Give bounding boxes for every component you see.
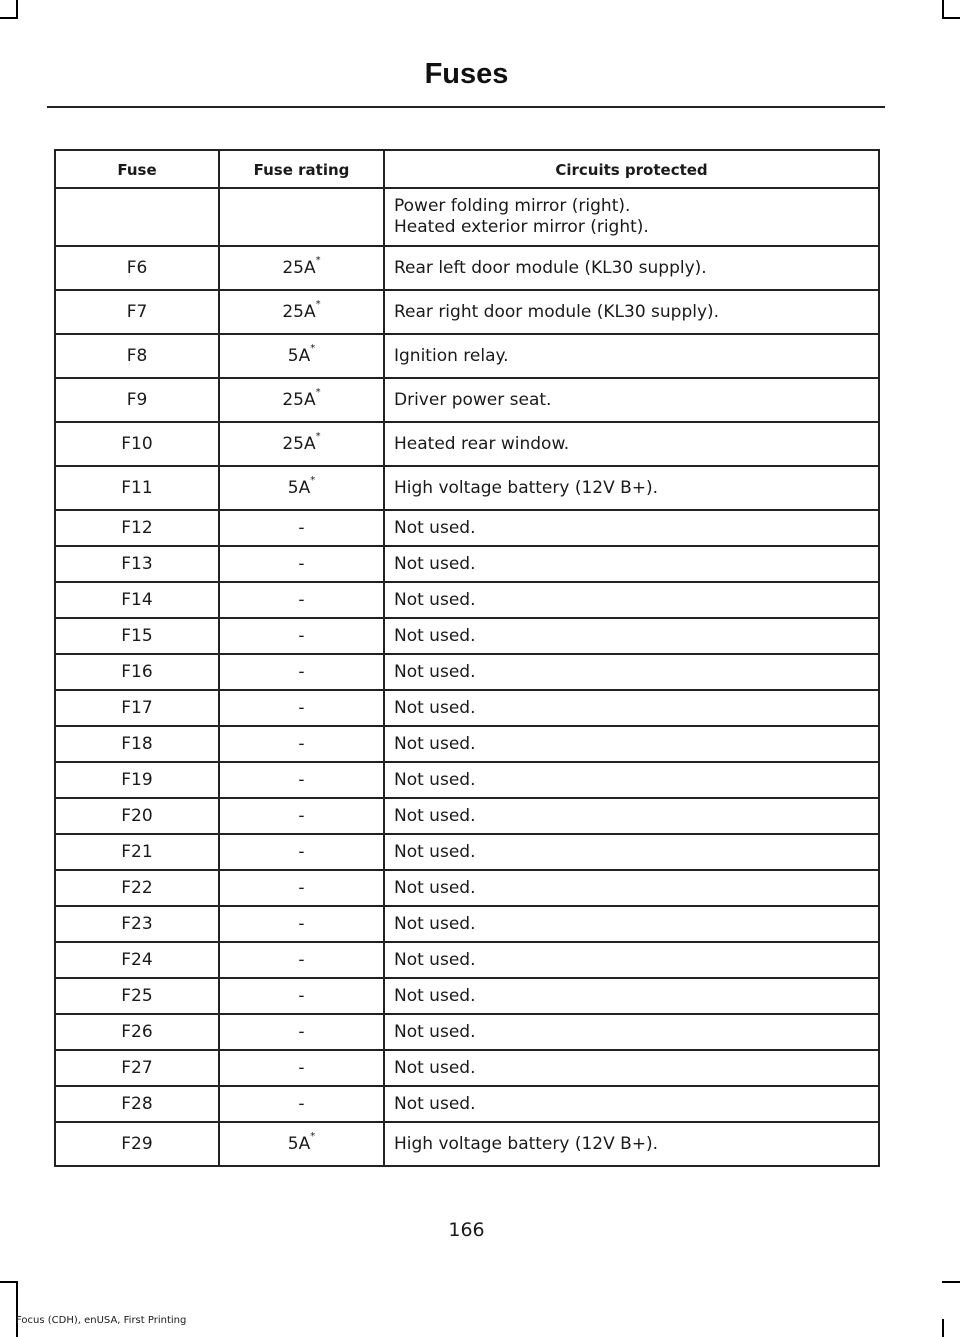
table-row [55,798,879,834]
circuit-description: Heated exterior mirror (right). [394,217,649,237]
table-row [55,618,879,654]
fuse-id-cell [55,188,219,246]
fuse-id-cell: F8 [55,334,219,378]
fuse-rating-cell [219,942,384,978]
circuits-protected-cell [384,1122,879,1166]
fuse-rating-value: - [298,518,305,538]
circuit-description: Not used. [394,661,476,682]
circuits-protected-cell [384,246,879,290]
table-row [55,870,879,906]
circuit-description: Not used. [394,769,476,790]
circuits-protected-cell [384,510,879,546]
footnote-asterisk: * [315,299,321,310]
circuits-protected-cell [384,798,879,834]
table-row [55,378,879,422]
circuit-description: Not used. [394,553,476,574]
table-row [55,762,879,798]
fuse-rating-cell [219,726,384,762]
crop-mark [16,0,18,18]
fuse-rating-value: 25A [282,302,316,322]
fuse-rating-cell [219,1014,384,1050]
circuits-protected-cell [384,334,879,378]
circuits-protected-cell [384,422,879,466]
fuse-id-cell: F11 [55,466,219,510]
fuse-rating-cell [219,978,384,1014]
circuits-protected-cell [384,978,879,1014]
fuse-id-cell: F19 [55,762,219,798]
circuit-description: Ignition relay. [394,345,509,366]
fuse-rating-value: - [298,1094,305,1114]
fuse-rating-value: 5A [287,1134,311,1154]
fuse-rating-cell [219,762,384,798]
page-title: Fuses [424,58,509,90]
fuse-rating-value: - [298,1058,305,1078]
circuit-description: Power folding mirror (right). [394,196,631,216]
table-row [55,188,879,246]
circuits-protected-cell [384,546,879,582]
circuit-description: Not used. [394,805,476,826]
fuse-id-cell: F10 [55,422,219,466]
table-row [55,1014,879,1050]
crop-mark [942,1281,960,1283]
circuits-protected-cell [384,188,879,246]
fuse-rating-cell [219,188,384,246]
circuits-protected-cell [384,1014,879,1050]
table-row [55,422,879,466]
footnote-asterisk: * [315,431,321,442]
fuse-rating-cell [219,618,384,654]
fuse-id-cell: F24 [55,942,219,978]
crop-mark [942,0,944,18]
fuse-rating-value: - [298,698,305,718]
fuse-rating-cell [219,1050,384,1086]
fuse-rating-value: - [298,806,305,826]
fuse-rating-cell [219,422,384,466]
fuse-id-cell: F26 [55,1014,219,1050]
circuits-protected-cell [384,1086,879,1122]
circuit-description: Not used. [394,1057,476,1078]
table-row [55,1086,879,1122]
table-row [55,334,879,378]
fuse-rating-value: 25A [282,434,316,454]
fuse-id-cell: F28 [55,1086,219,1122]
fuse-rating-cell [219,834,384,870]
fuse-rating-value: - [298,950,305,970]
fuse-id-cell: F25 [55,978,219,1014]
footnote-asterisk: * [315,387,321,398]
fuse-id-cell: F21 [55,834,219,870]
fuse-rating-value: - [298,986,305,1006]
table-row [55,906,879,942]
footnote-asterisk: * [315,255,321,266]
circuit-description: Driver power seat. [394,389,552,410]
fuse-rating-cell [219,582,384,618]
circuit-description: Not used. [394,733,476,754]
circuits-protected-cell [384,870,879,906]
fuse-rating-cell [219,1122,384,1166]
fuse-id-cell: F27 [55,1050,219,1086]
fuse-id-cell: F23 [55,906,219,942]
fuse-rating-value: - [298,914,305,934]
circuits-protected-cell [384,690,879,726]
fuse-rating-cell [219,798,384,834]
fuse-rating-cell [219,546,384,582]
fuse-rating-cell [219,334,384,378]
circuits-protected-cell [384,618,879,654]
circuit-description: Rear left door module (KL30 supply). [394,257,707,278]
table-row [55,726,879,762]
fuse-rating-cell [219,1086,384,1122]
circuit-description: Not used. [394,517,476,538]
circuits-protected-cell [384,942,879,978]
table-row [55,246,879,290]
circuit-description: Not used. [394,841,476,862]
table-row [55,466,879,510]
circuits-protected-cell [384,654,879,690]
circuits-protected-cell [384,1050,879,1086]
fuse-id-cell: F14 [55,582,219,618]
table-row [55,510,879,546]
fuse-id-cell: F22 [55,870,219,906]
table-row [55,546,879,582]
circuits-protected-cell [384,582,879,618]
circuit-description: Not used. [394,877,476,898]
fuse-rating-value: - [298,1022,305,1042]
fuse-rating-cell [219,690,384,726]
fuse-rating-value: - [298,590,305,610]
fuse-id-cell: F15 [55,618,219,654]
circuit-description: High voltage battery (12V B+). [394,1133,659,1154]
fuse-rating-cell [219,510,384,546]
fuse-rating-cell [219,290,384,334]
title-divider [47,106,885,108]
circuits-protected-cell [384,834,879,870]
circuit-description: Rear right door module (KL30 supply). [394,301,720,322]
crop-mark [942,17,960,19]
table-row [55,942,879,978]
fuse-id-cell: F29 [55,1122,219,1166]
fuse-id-cell: F13 [55,546,219,582]
fuse-rating-cell [219,654,384,690]
footnote-asterisk: * [310,343,316,354]
column-header-fuse-rating: Fuse rating [219,150,384,188]
crop-mark [942,1319,944,1337]
page-number: 166 [448,1219,485,1241]
circuit-description: Not used. [394,1021,476,1042]
circuits-protected-cell [384,906,879,942]
table-row [55,1122,879,1166]
fuse-rating-value: - [298,734,305,754]
fuse-rating-value: - [298,662,305,682]
circuit-description: Not used. [394,625,476,646]
crop-mark [0,17,18,19]
fuse-rating-value: - [298,770,305,790]
fuse-rating-value: 5A [287,346,311,366]
table-row [55,690,879,726]
circuit-description: Not used. [394,1093,476,1114]
circuits-protected-cell [384,466,879,510]
table-row [55,1050,879,1086]
circuit-description: Not used. [394,589,476,610]
circuit-description: Not used. [394,985,476,1006]
footer-text: Focus (CDH), enUSA, First Printing [16,1315,187,1326]
table-row [55,834,879,870]
fuse-rating-cell [219,870,384,906]
table-header-row [55,150,879,188]
circuit-description: Not used. [394,697,476,718]
circuit-description: Not used. [394,913,476,934]
fuse-id-cell: F20 [55,798,219,834]
column-header-circuits-protected: Circuits protected [384,150,879,188]
fuse-rating-cell [219,378,384,422]
circuit-description: Not used. [394,949,476,970]
fuse-rating-value: 25A [282,258,316,278]
crop-mark [16,1281,18,1337]
fuse-id-cell: F12 [55,510,219,546]
fuse-rating-cell [219,906,384,942]
fuse-rating-value: - [298,626,305,646]
column-header-fuse: Fuse [55,150,219,188]
fuse-id-cell: F18 [55,726,219,762]
fuse-id-cell: F7 [55,290,219,334]
fuse-table [54,149,880,1167]
fuse-rating-value: - [298,554,305,574]
table-row [55,582,879,618]
fuse-rating-value: - [298,878,305,898]
circuit-description: High voltage battery (12V B+). [394,477,659,498]
table-row [55,978,879,1014]
fuse-id-cell: F6 [55,246,219,290]
fuse-rating-cell [219,246,384,290]
table-row [55,654,879,690]
fuse-rating-value: 5A [287,478,311,498]
footnote-asterisk: * [310,475,316,486]
circuit-description: Heated rear window. [394,433,570,454]
fuse-rating-cell [219,466,384,510]
circuits-protected-cell [384,726,879,762]
fuse-rating-value: 25A [282,390,316,410]
fuse-rating-value: - [298,842,305,862]
circuits-protected-cell [384,378,879,422]
circuits-protected-cell [384,290,879,334]
footnote-asterisk: * [310,1131,316,1142]
fuse-id-cell: F17 [55,690,219,726]
fuse-id-cell: F16 [55,654,219,690]
circuits-protected-cell [384,762,879,798]
table-row [55,290,879,334]
fuse-id-cell: F9 [55,378,219,422]
